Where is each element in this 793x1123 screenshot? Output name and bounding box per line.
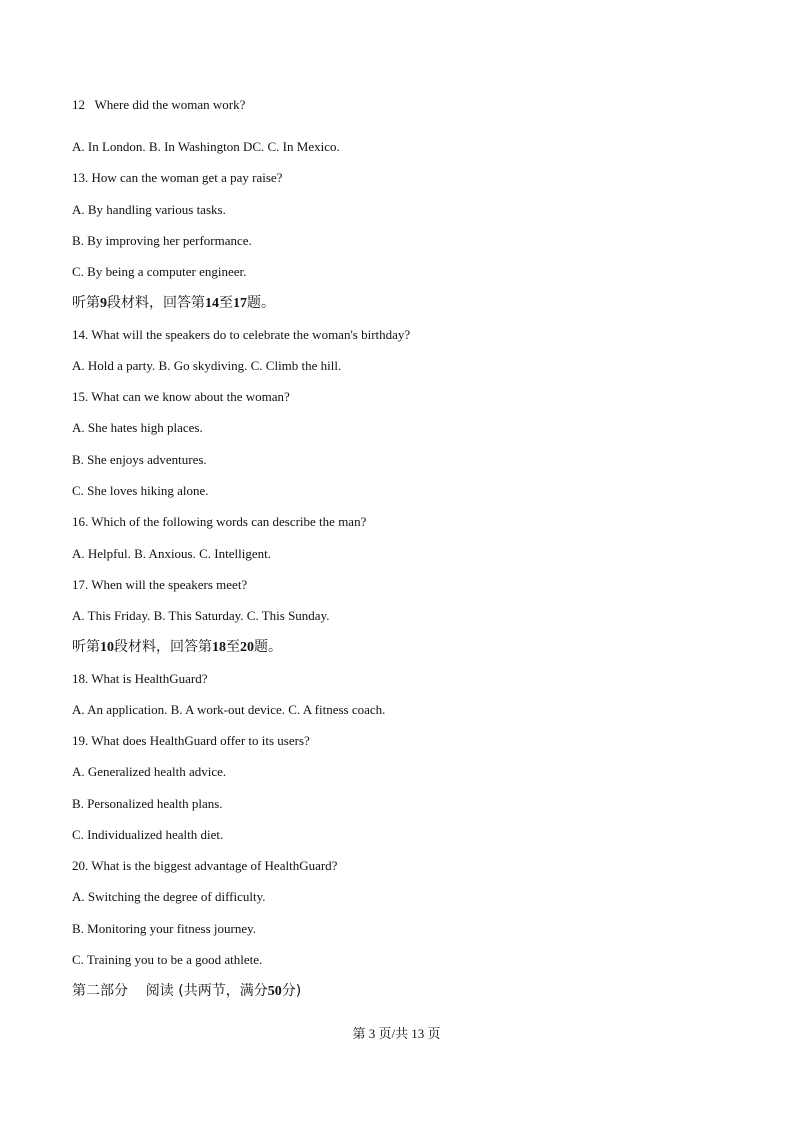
options-18: A. An application. B. A work-out device. C. A fitness coach. bbox=[72, 702, 386, 717]
option-19b: B. Personalized health plans. bbox=[72, 796, 223, 811]
question-19: 19. What does HealthGuard offer to its users? bbox=[72, 733, 310, 748]
option-20b: B. Monitoring your fitness journey. bbox=[72, 921, 257, 936]
options-14: A. Hold a party. B. Go skydiving. C. Climb the hill. bbox=[72, 358, 342, 373]
question-20: 20. What is the biggest advantage of HealthGuard? bbox=[72, 858, 338, 873]
question-17: 17. When will the speakers meet? bbox=[72, 577, 248, 592]
option-13c: C. By being a computer engineer. bbox=[72, 264, 247, 279]
section-10-heading: 听第10段材料，回答第18至20题。 bbox=[72, 639, 282, 655]
question-16: 16. Which of the following words can describe the man? bbox=[72, 514, 367, 529]
part-2-heading: 第二部分 阅读 (共两节，满分50分) bbox=[72, 983, 302, 999]
options-12: A. In London. B. In Washington DC. C. In Mexico. bbox=[72, 139, 340, 154]
option-15a: A. She hates high places. bbox=[72, 420, 203, 435]
question-13: 13. How can the woman get a pay raise? bbox=[72, 170, 283, 185]
option-15b: B. She enjoys adventures. bbox=[72, 452, 207, 467]
options-16: A. Helpful. B. Anxious. C. Intelligent. bbox=[72, 546, 271, 561]
option-20a: A. Switching the degree of difficulty. bbox=[72, 889, 266, 904]
option-13a: A. By handling various tasks. bbox=[72, 202, 226, 217]
option-20c: C. Training you to be a good athlete. bbox=[72, 952, 263, 967]
option-15c: C. She loves hiking alone. bbox=[72, 483, 209, 498]
option-19a: A. Generalized health advice. bbox=[72, 764, 227, 779]
question-15: 15. What can we know about the woman? bbox=[72, 389, 290, 404]
question-12: 12 Where did the woman work? bbox=[72, 97, 246, 112]
page-footer: 第 3 页/共 13 页 bbox=[352, 1026, 441, 1041]
section-9-heading: 听第9段材料，回答第14至17题。 bbox=[72, 295, 275, 311]
option-13b: B. By improving her performance. bbox=[72, 233, 252, 248]
question-18: 18. What is HealthGuard? bbox=[72, 671, 208, 686]
options-17: A. This Friday. B. This Saturday. C. This Sunday. bbox=[72, 608, 330, 623]
option-19c: C. Individualized health diet. bbox=[72, 827, 224, 842]
question-14: 14. What will the speakers do to celebrate the woman's birthday? bbox=[72, 327, 411, 342]
